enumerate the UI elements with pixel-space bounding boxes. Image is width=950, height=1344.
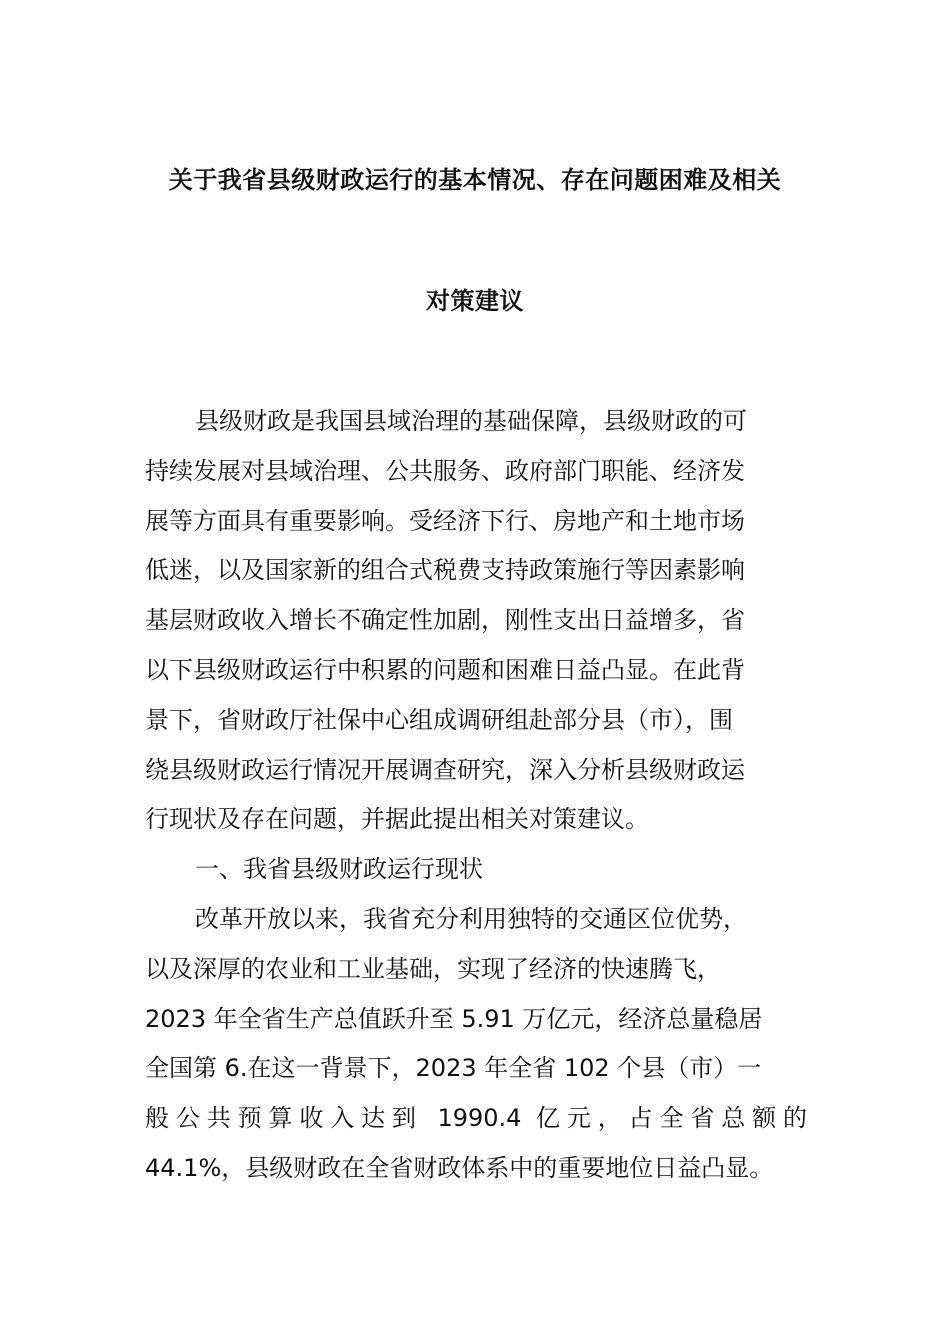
paragraph-1-line: 以下县级财政运行中积累的问题和困难日益凸显。在此背 <box>145 655 745 684</box>
paragraph-2-line: 改革开放以来，我省充分利用独特的交通区位优势， <box>195 904 747 933</box>
paragraph-2-line: 以及深厚的农业和工业基础，实现了经济的快速腾飞， <box>145 954 721 983</box>
paragraph-1-line: 低迷，以及国家新的组合式税费支持政策施行等因素影响 <box>145 556 745 585</box>
paragraph-1-line: 行现状及存在问题，并据此提出相关对策建议。 <box>145 805 649 834</box>
document-title-line-2: 对策建议 <box>426 287 524 315</box>
paragraph-1-line: 绕县级财政运行情况开展调查研究，深入分析县级财政运 <box>145 755 745 784</box>
paragraph-2-line: 44.1%，县级财政在全省财政体系中的重要地位日益凸显。 <box>145 1153 774 1182</box>
document-body <box>145 403 825 1200</box>
paragraph-2-line: 般公共预算收入达到 1990.4 亿元，占全省总额的 <box>145 1104 807 1133</box>
section-heading: 一、我省县级财政运行现状 <box>195 855 483 884</box>
paragraph-2-line: 全国第 6.在这一背景下，2023 年全省 102 个县（市）一 <box>145 1054 762 1083</box>
paragraph-1-line: 县级财政是我国县域治理的基础保障，县级财政的可 <box>195 407 747 435</box>
document-title-line-1: 关于我省县级财政运行的基本情况、存在问题困难及相关 <box>168 166 782 194</box>
paragraph-1-line: 基层财政收入增长不确定性加剧，刚性支出日益增多，省 <box>145 606 745 635</box>
paragraph-1-line: 景下，省财政厅社保中心组成调研组赴部分县（市），围 <box>145 705 733 734</box>
paragraph-2-line: 2023 年全省生产总值跃升至 5.91 万亿元，经济总量稳居 <box>145 1004 763 1033</box>
paragraph-1-line: 持续发展对县域治理、公共服务、政府部门职能、经济发 <box>145 456 745 485</box>
paragraph-1-line: 展等方面具有重要影响。受经济下行、房地产和土地市场 <box>145 506 745 535</box>
